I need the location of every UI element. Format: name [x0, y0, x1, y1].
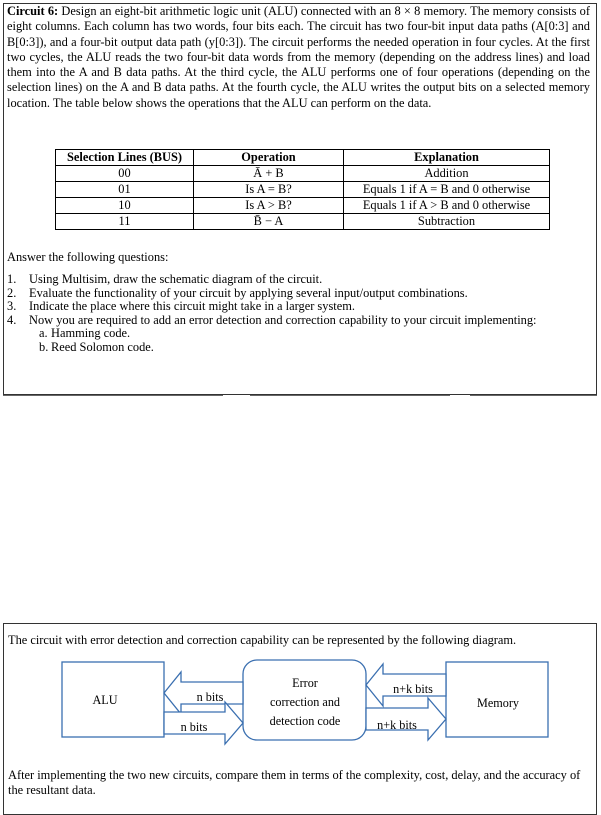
- item-number: 4.: [7, 312, 17, 327]
- explanation-cell: Equals 1 if A > B and 0 otherwise: [344, 198, 550, 214]
- explanation-cell: Subtraction: [344, 214, 550, 230]
- item-number: 3.: [7, 299, 17, 314]
- item-text: Using Multisim, draw the schematic diagram of the circuit.: [29, 272, 323, 286]
- arrow-label-memory-bottom: n+k bits: [377, 718, 417, 732]
- arrow-label-alu-bottom: n bits: [180, 720, 208, 734]
- header-explanation: Explanation: [344, 150, 550, 166]
- selection-cell: 11: [56, 214, 194, 230]
- ecc-block-diagram: [0, 655, 601, 765]
- explanation-cell: Addition: [344, 166, 550, 182]
- divider-right: [470, 395, 597, 396]
- item-text: Now you are required to add an error detection and correction capability to your circuit implementing:: [29, 312, 537, 327]
- sub-list: [29, 327, 592, 354]
- explanation-cell: Equals 1 if A = B and 0 otherwise: [344, 182, 550, 198]
- alu-label: ALU: [92, 693, 118, 707]
- problem-title: Circuit 6:: [7, 4, 59, 18]
- table-row: [56, 166, 550, 182]
- divider-middle: [250, 395, 450, 396]
- diagram-caption: The circuit with error detection and correction capability can be represented by the following diagram.: [8, 633, 517, 647]
- selection-cell: 01: [56, 182, 194, 198]
- table-row: [56, 198, 550, 214]
- sub-item-text: Hamming code.: [51, 326, 131, 341]
- ecc-label-line-1: Error: [292, 676, 318, 690]
- item-number: 1.: [7, 272, 17, 286]
- sub-list-item: [29, 327, 592, 341]
- table-header-row: [56, 150, 550, 166]
- list-item: [7, 273, 592, 287]
- operation-cell: Is A = B?: [194, 182, 344, 198]
- selection-cell: 10: [56, 198, 194, 214]
- ecc-label-line-3: detection code: [269, 714, 341, 728]
- item-text: Evaluate the functionality of your circuit by applying several input/output combinations.: [29, 285, 468, 300]
- comparison-text: After implementing the two new circuits, compare them in terms of the complexity, cost, delay, and the accuracy of the resultant data.: [8, 768, 581, 798]
- operation-cell: Is A > B?: [194, 198, 344, 214]
- ecc-label-line-2: correction and: [269, 695, 341, 709]
- item-text: Indicate the place where this circuit might take in a larger system.: [29, 299, 355, 314]
- problem-paragraph: [7, 4, 590, 111]
- questions-intro: Answer the following questions:: [7, 250, 169, 264]
- item-number: 2.: [7, 285, 17, 300]
- sub-item-text: Reed Solomon code.: [51, 339, 154, 354]
- list-item: [7, 300, 592, 314]
- list-item: [7, 314, 592, 355]
- list-item: [7, 287, 592, 301]
- sub-item-letter: a.: [39, 326, 48, 341]
- questions-list: [7, 273, 592, 355]
- arrow-label-alu-top: n bits: [196, 690, 224, 704]
- table-row: [56, 214, 550, 230]
- sub-list-item: [29, 341, 592, 355]
- operation-cell: B̄ − A: [194, 214, 344, 230]
- operations-table: [55, 149, 550, 230]
- header-selection-lines: Selection Lines (BUS): [56, 150, 194, 166]
- arrow-label-memory-top: n+k bits: [393, 682, 433, 696]
- divider-left: [3, 395, 223, 396]
- memory-label: Memory: [477, 696, 519, 710]
- problem-description: Design an eight-bit arithmetic logic unit (ALU) connected with an 8 × 8 memory. The memory consists of eight columns. Each column has two words, four bits each. The circuit has two four-bit input data paths (A[0:3] and B[0:3]), and a four-bit output data path (y[0:3]). The circuit performs the needed operation in four cycles. At the first two cycles, the ALU reads the two four-bit data words from the memory (depending on the address lines) and load them into the A and B data paths. At the third cycle, the ALU performs one of four operations (depending on the selection lines) on the A and B data paths. At the fourth cycle, the ALU writes the output bits on a selected memory location. The table below shows the operations that the ALU can perform on the data.: [7, 4, 590, 110]
- table-row: [56, 182, 550, 198]
- selection-cell: 00: [56, 166, 194, 182]
- operation-cell: Ā + B: [194, 166, 344, 182]
- sub-item-letter: b.: [39, 339, 49, 354]
- header-operation: Operation: [194, 150, 344, 166]
